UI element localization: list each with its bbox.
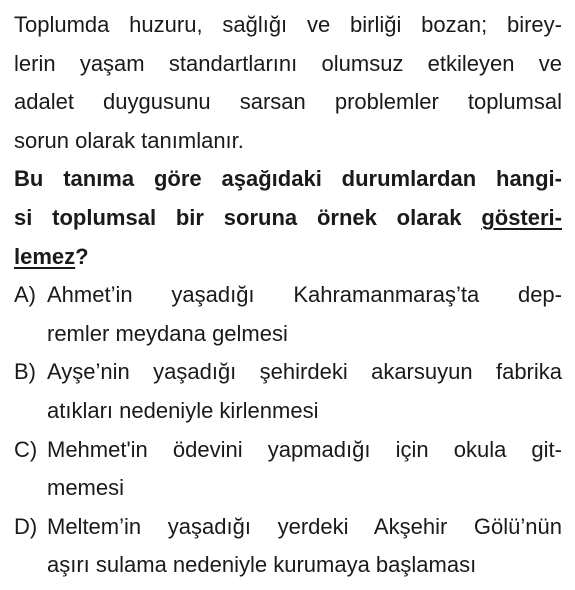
question-negation-emphasis: lemez (14, 243, 76, 269)
option-line (14, 508, 562, 547)
question-line (14, 238, 562, 277)
option-line (14, 276, 562, 315)
passage-line: lerin yaşam standartlarını olumsuz etkileyen ve (14, 50, 562, 76)
option-text: Ayşe’nin yaşadığı şehirdeki akarsuyun fabrika (47, 359, 562, 385)
option-a[interactable] (14, 276, 562, 353)
question-text: si toplumsal bir soruna örnek olarak (14, 204, 482, 230)
option-line (14, 353, 562, 392)
question-line: Bu tanıma göre aşağıdaki durumlardan hangi- (14, 166, 562, 192)
passage-line: adalet duygusunu sarsan problemler toplumsal (14, 89, 562, 115)
option-text-continued: atıkları nedeniyle kirlenmesi (47, 397, 319, 423)
option-text-continued: remler meydana gelmesi (47, 320, 288, 346)
passage-line: Toplumda huzuru, sağlığı ve birliği bozan; birey- (14, 12, 562, 37)
question-negation-emphasis: gösteri- (481, 204, 562, 230)
option-c[interactable] (14, 431, 562, 508)
question-stem (14, 160, 562, 276)
option-d[interactable] (14, 508, 562, 585)
option-text: Meltem’in yaşadığı yerdeki Akşehir Gölü’nün (47, 513, 562, 539)
option-text: Mehmet'in ödevini yapmadığı için okula git- (47, 436, 562, 462)
passage-line: sorun olarak tanımlanır. (14, 127, 244, 153)
question-card (14, 6, 562, 585)
option-letter: B) (14, 359, 36, 385)
question-line (14, 199, 562, 238)
passage (14, 6, 562, 160)
option-letter: C) (14, 436, 38, 462)
answer-options (14, 276, 562, 585)
question-mark: ? (75, 243, 89, 269)
option-line (14, 431, 562, 470)
option-b[interactable] (14, 353, 562, 430)
option-text: Ahmet’in yaşadığı Kahramanmaraş’ta dep- (47, 282, 562, 308)
option-text-continued: memesi (47, 475, 125, 501)
option-letter: A) (14, 282, 36, 308)
option-letter: D) (14, 513, 38, 539)
option-text-continued: aşırı sulama nedeniyle kurumaya başlaması (47, 552, 477, 578)
